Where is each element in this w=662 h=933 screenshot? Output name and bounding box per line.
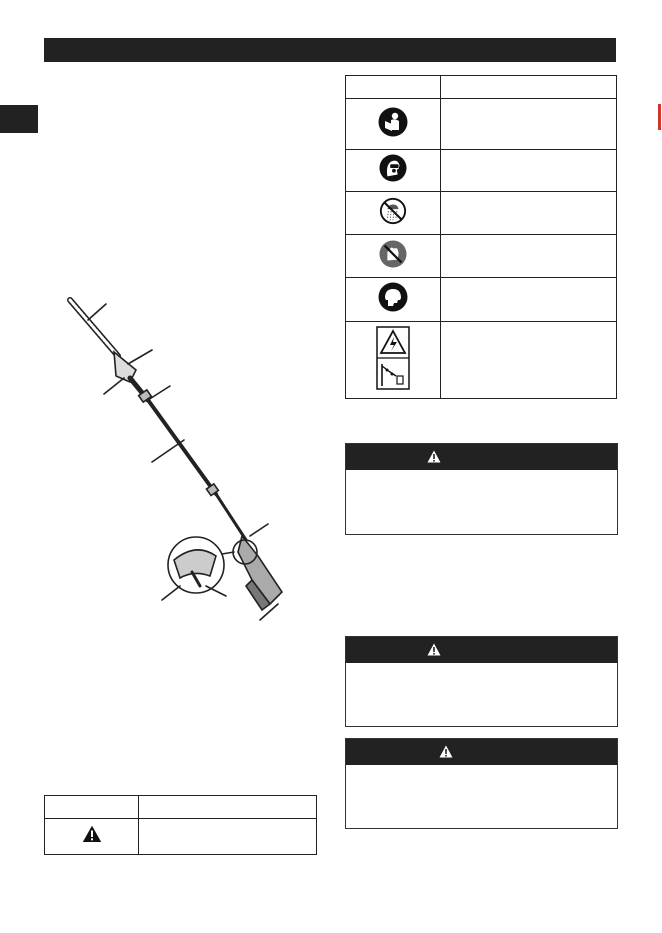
table-row <box>346 322 617 399</box>
section-header-bar <box>44 38 616 62</box>
symbols-table <box>345 75 617 399</box>
symbol-meaning <box>441 150 617 192</box>
warning-header <box>346 637 617 663</box>
hedge-trimmer-illustration <box>56 290 306 630</box>
safety-alert-icon <box>82 825 102 843</box>
eye-ear-protection-icon <box>379 154 407 182</box>
symbol-meaning <box>441 235 617 278</box>
alert-header-meaning <box>139 796 317 819</box>
table-row <box>346 192 617 235</box>
table-row <box>346 278 617 322</box>
table-row <box>346 235 617 278</box>
warning-header <box>346 444 617 470</box>
symbol-meaning <box>441 322 617 399</box>
warning-box <box>345 443 618 535</box>
language-side-tab <box>0 105 38 133</box>
symbol-meaning <box>441 99 617 150</box>
warning-header <box>346 739 617 765</box>
warning-triangle-icon <box>427 643 441 656</box>
alert-table-header <box>45 796 317 819</box>
electric-lines-hazard-icon <box>376 326 410 390</box>
table-row <box>45 819 317 855</box>
edge-marker <box>658 104 661 130</box>
table-row <box>346 150 617 192</box>
alert-meaning <box>139 819 317 855</box>
read-manual-icon <box>378 107 408 137</box>
no-rain-icon <box>379 197 407 225</box>
symbol-meaning <box>441 192 617 235</box>
warning-triangle-icon <box>439 745 453 758</box>
head-protection-icon <box>378 282 408 312</box>
symbol-meaning <box>441 278 617 322</box>
no-hands-near-blade-icon <box>379 240 407 268</box>
symbols-header-meaning <box>441 76 617 99</box>
warning-box <box>345 738 618 829</box>
warning-box <box>345 636 618 727</box>
warning-triangle-icon <box>427 450 441 463</box>
symbols-header-symbol <box>346 76 441 99</box>
safety-alert-table <box>44 795 317 855</box>
symbols-table-header <box>346 76 617 99</box>
table-row <box>346 99 617 150</box>
alert-header-symbol <box>45 796 139 819</box>
